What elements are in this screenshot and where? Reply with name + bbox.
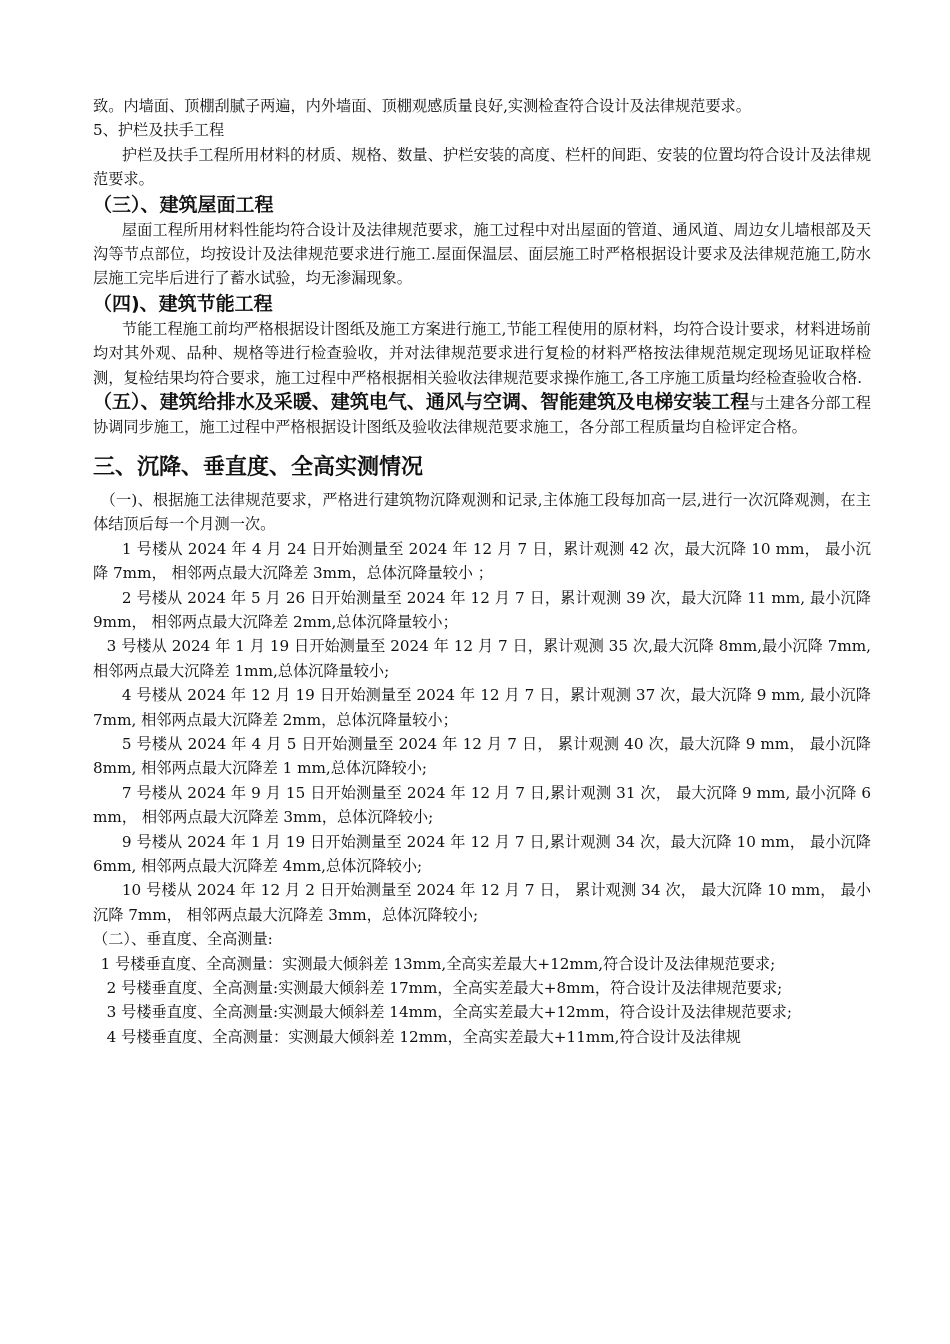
settlement-item: 10 号楼从 2024 年 12 月 2 日开始测量至 2024 年 12 月 7 日， 累计观测 34 次， 最大沉降 10 mm， 最小沉降 7mm， 相邻两点最大沉降差 3mm，总体沉降较小;: [93, 881, 871, 924]
paragraph-energy: 节能工程施工前均严格根据设计图纸及施工方案进行施工,节能工程使用的原材料，均符合设计要求，材料进场前均对其外观、品种、规格等进行检查验收，并对法律规范要求进行复检的材料严格按法律规范规定现场见证取样检测，复检结果均符合要求，施工过程中严格根据相关验收法律规范要求操作施工,各工序施工质量均经检查验收合格.: [93, 319, 871, 387]
heading-mep: （五）、建筑给排水及采暖、建筑电气、通风与空调、智能建筑及电梯安装工程: [93, 391, 750, 414]
paragraph-mep: [93, 390, 871, 440]
vertical-item: 4 号楼垂直度、全高测量：实测最大倾斜差 12mm，全高实差最大+11mm,符合设计及法律规: [106, 1027, 741, 1046]
settlement-item: 7 号楼从 2024 年 9 月 15 日开始测量至 2024 年 12 月 7 日,累计观测 31 次， 最大沉降 9 mm, 最小沉降 6 mm， 相邻两点最大沉降差 3mm，总体沉降较小;: [93, 783, 871, 827]
vertical-item: 3 号楼垂直度、全高测量:实测最大倾斜差 14mm，全高实差最大+12mm，符合设计及法律规范要求;: [106, 1003, 792, 1022]
heading-section-3: 三、沉降、垂直度、全高实测情况: [93, 454, 424, 480]
heading-energy-saving: （四)、建筑节能工程: [93, 292, 273, 315]
paragraph-wall-finish: 致。内墙面、顶棚刮腻子两遍，内外墙面、顶棚观感质量良好,实测检查符合设计及法律规范要求。: [93, 97, 751, 115]
paragraph-roof: 屋面工程所用材料性能均符合设计及法律规范要求，施工过程中对出屋面的管道、通风道、周边女儿墙根部及天沟等节点部位，均按设计及法律规范要求进行施工.屋面保温层、面层施工时严格根据设计要求及法律规范施工,防水层施工完毕后进行了蓄水试验，均无渗漏现象。: [93, 220, 871, 288]
settlement-item: 9 号楼从 2024 年 1 月 19 日开始测量至 2024 年 12 月 7 日,累计观测 34 次，最大沉降 10 mm， 最小沉降 6mm, 相邻两点最大沉降差 4mm,总体沉降较小;: [93, 832, 871, 875]
document-page: [93, 94, 871, 1049]
paragraph-railing: 护栏及扶手工程所用材料的材质、规格、数量、护栏安装的高度、栏杆的间距、安装的位置均符合设计及法律规范要求。: [93, 145, 871, 189]
settlement-item: 2 号楼从 2024 年 5 月 26 日开始测量至 2024 年 12 月 7 日，累计观测 39 次，最大沉降 11 mm, 最小沉降 9mm， 相邻两点最大沉降差 2mm,总体沉降量较小；: [93, 588, 871, 631]
paragraph-mep-text: 与土建各分部工程协调同步施工，施工过程中严格根据设计图纸及验收法律规范要求施工，各分部工程质量均自检评定合格。: [93, 394, 871, 437]
settlement-item: 4 号楼从 2024 年 12 月 19 日开始测量至 2024 年 12 月 7 日，累计观测 37 次，最大沉降 9 mm, 最小沉降 7mm, 相邻两点最大沉降差 2mm，总体沉降量较小；: [93, 686, 871, 729]
paragraph-settlement-intro: （一)、根据施工法律规范要求，严格进行建筑物沉降观测和记录,主体施工段每加高一层,进行一次沉降观测，在主体结顶后每一个月测一次。: [93, 490, 871, 534]
item-railing-title: 5、护栏及扶手工程: [93, 121, 225, 140]
heading-roof-works: （三）、建筑屋面工程: [93, 193, 274, 216]
settlement-item: 5 号楼从 2024 年 4 月 5 日开始测量至 2024 年 12 月 7 日， 累计观测 40 次，最大沉降 9 mm， 最小沉降 8mm, 相邻两点最大沉降差 1 mm,总体沉降较小;: [93, 734, 871, 778]
vertical-item: 1 号楼垂直度、全高测量：实测最大倾斜差 13mm,全高实差最大+12mm,符合设计及法律规范要求;: [100, 954, 776, 973]
vertical-heading: （二）、垂直度、全高测量:: [93, 930, 273, 949]
settlement-item: 3 号楼从 2024 年 1 月 19 日开始测量至 2024 年 12 月 7 日，累计观测 35 次,最大沉降 8mm,最小沉降 7mm, 相邻两点最大沉降差 1mm,总体沉降量较小;: [93, 637, 871, 680]
vertical-item: 2 号楼垂直度、全高测量:实测最大倾斜差 17mm，全高实差最大+8mm，符合设计及法律规范要求;: [106, 979, 783, 997]
settlement-item: 1 号楼从 2024 年 4 月 24 日开始测量至 2024 年 12 月 7 日，累计观测 42 次，最大沉降 10 mm， 最小沉降 7mm， 相邻两点最大沉降差 3mm，总体沉降量较小 ；: [93, 539, 871, 583]
